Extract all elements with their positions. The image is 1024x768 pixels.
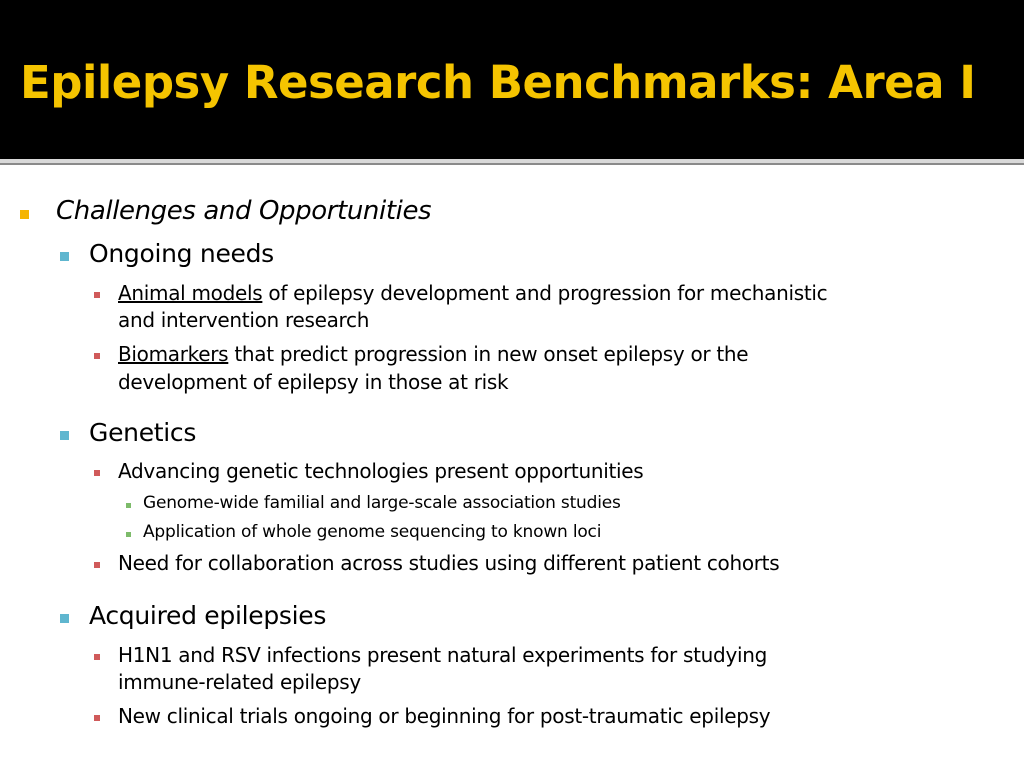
animal-models-link[interactable]: Animal models (118, 281, 263, 305)
bullet-level2-icon (60, 614, 69, 623)
slide-content (0, 165, 1024, 768)
bullet-level3-icon (94, 470, 100, 476)
section-ongoing-needs: Ongoing needs (89, 239, 274, 268)
bullet-level3-icon (94, 654, 100, 660)
section-acquired-epilepsies: Acquired epilepsies (89, 601, 327, 630)
genetics-sub-whole-genome: Application of whole genome sequencing to known loci (143, 522, 602, 542)
bullet-level2-icon (60, 431, 69, 440)
bullet-level1-icon (20, 210, 29, 219)
bullet-level3-icon (94, 292, 100, 298)
slide-title: Epilepsy Research Benchmarks: Area I (20, 56, 976, 109)
section-genetics: Genetics (89, 418, 197, 447)
bullet-level3-icon (94, 353, 100, 359)
title-bar (0, 0, 1024, 158)
bullet-level4-icon (126, 532, 131, 537)
animal-models-text: of epilepsy development and progression for mechanistic (262, 281, 828, 305)
bullet-level3-icon (94, 562, 100, 568)
heading-challenges: Challenges and Opportunities (56, 196, 432, 226)
biomarkers-link[interactable]: Biomarkers (118, 342, 229, 366)
bullet-level4-icon (126, 503, 131, 508)
ongoing-item-animal-models (118, 281, 827, 305)
bullet-level3-icon (94, 715, 100, 721)
ongoing-item-biomarkers-cont: development of epilepsy in those at risk (118, 370, 509, 394)
genetics-item-collaboration: Need for collaboration across studies using different patient cohorts (118, 551, 780, 575)
acquired-item-h1n1: H1N1 and RSV infections present natural experiments for studying (118, 643, 768, 667)
genetics-sub-genome-wide: Genome-wide familial and large-scale association studies (143, 493, 621, 513)
ongoing-item-biomarkers (118, 342, 748, 366)
ongoing-item-animal-models-cont: and intervention research (118, 308, 370, 332)
acquired-item-h1n1-cont: immune-related epilepsy (118, 670, 361, 694)
biomarkers-text: that predict progression in new onset epilepsy or the (228, 342, 749, 366)
bullet-level2-icon (60, 252, 69, 261)
genetics-item-technologies: Advancing genetic technologies present opportunities (118, 459, 644, 483)
acquired-item-clinical-trials: New clinical trials ongoing or beginning for post-traumatic epilepsy (118, 704, 771, 728)
